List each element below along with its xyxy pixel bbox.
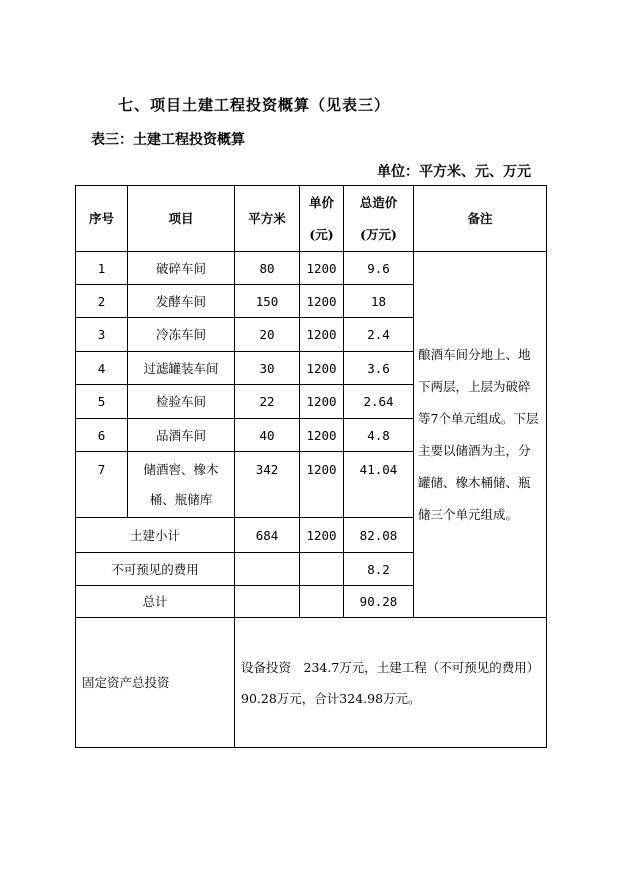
header-unit-price-line1: 单价 (308, 194, 334, 210)
table-row (76, 252, 547, 285)
row-total: 4.8 (344, 419, 414, 452)
row-item-line2: 桶、瓶储库 (149, 491, 213, 507)
row-seq: 6 (76, 419, 128, 452)
header-total-line1: 总造价 (359, 194, 398, 210)
grand-total-total: 90.28 (344, 586, 414, 618)
header-unit-price (300, 186, 344, 252)
contingency-area (235, 553, 300, 586)
subtotal-label: 土建小计 (76, 518, 235, 553)
row-total: 41.04 (344, 452, 414, 518)
header-total (344, 186, 414, 252)
row-item: 发酵车间 (128, 285, 235, 318)
row-item: 冷冻车间 (128, 318, 235, 352)
row-area: 40 (235, 419, 300, 452)
row-price: 1200 (300, 452, 344, 518)
row-area: 22 (235, 385, 300, 419)
subtotal-price: 1200 (300, 518, 344, 553)
header-row (76, 186, 547, 252)
grand-total-price (300, 586, 344, 618)
row-seq: 2 (76, 285, 128, 318)
row-item: 过滤罐装车间 (128, 352, 235, 385)
subtotal-area: 684 (235, 518, 300, 553)
section-heading: 七、项目土建工程投资概算（见表三） (118, 96, 391, 114)
row-area: 342 (235, 452, 300, 518)
row-item: 破碎车间 (128, 252, 235, 285)
header-unit-price-line2: (元) (309, 226, 334, 242)
row-area: 150 (235, 285, 300, 318)
subtotal-total: 82.08 (344, 518, 414, 553)
unit-label: 单位：平方米、元、万元 (377, 164, 531, 180)
row-price: 1200 (300, 352, 344, 385)
row-price: 1200 (300, 318, 344, 352)
row-price: 1200 (300, 285, 344, 318)
row-area: 80 (235, 252, 300, 285)
header-remark: 备注 (414, 186, 547, 252)
row-seq: 3 (76, 318, 128, 352)
row-seq: 7 (76, 452, 128, 518)
header-item: 项目 (128, 186, 235, 252)
row-item-line1: 储酒窖、橡木 (143, 461, 219, 477)
row-item: 品酒车间 (128, 419, 235, 452)
header-seq: 序号 (76, 186, 128, 252)
row-total: 3.6 (344, 352, 414, 385)
header-area: 平方米 (235, 186, 300, 252)
contingency-label: 不可预见的费用 (76, 553, 235, 586)
grand-total-label: 总计 (76, 586, 235, 618)
row-seq: 1 (76, 252, 128, 285)
header-total-line2: (万元) (360, 226, 397, 242)
row-area: 20 (235, 318, 300, 352)
row-price: 1200 (300, 252, 344, 285)
fixed-assets-row (76, 618, 547, 748)
fixed-assets-text: 设备投资 234.7万元，土建工程（不可预见的费用）90.28万元，合计324.98万元。 (235, 618, 547, 748)
contingency-price (300, 553, 344, 586)
row-seq: 4 (76, 352, 128, 385)
row-total: 18 (344, 285, 414, 318)
grand-total-area (235, 586, 300, 618)
row-total: 9.6 (344, 252, 414, 285)
row-seq: 5 (76, 385, 128, 419)
fixed-assets-label: 固定资产总投资 (76, 618, 235, 748)
row-total: 2.4 (344, 318, 414, 352)
row-price: 1200 (300, 419, 344, 452)
contingency-total: 8.2 (344, 553, 414, 586)
row-total: 2.64 (344, 385, 414, 419)
row-price: 1200 (300, 385, 344, 419)
row-item (128, 452, 235, 518)
remark-cell: 酿酒车间分地上、地下两层，上层为破碎等7个单元组成。下层主要以储酒为主，分罐储、橡木桶储、瓶储三个单元组成。 (414, 252, 547, 618)
row-item: 检验车间 (128, 385, 235, 419)
table-caption: 表三：土建工程投资概算 (91, 132, 245, 148)
row-area: 30 (235, 352, 300, 385)
investment-table (75, 185, 547, 748)
